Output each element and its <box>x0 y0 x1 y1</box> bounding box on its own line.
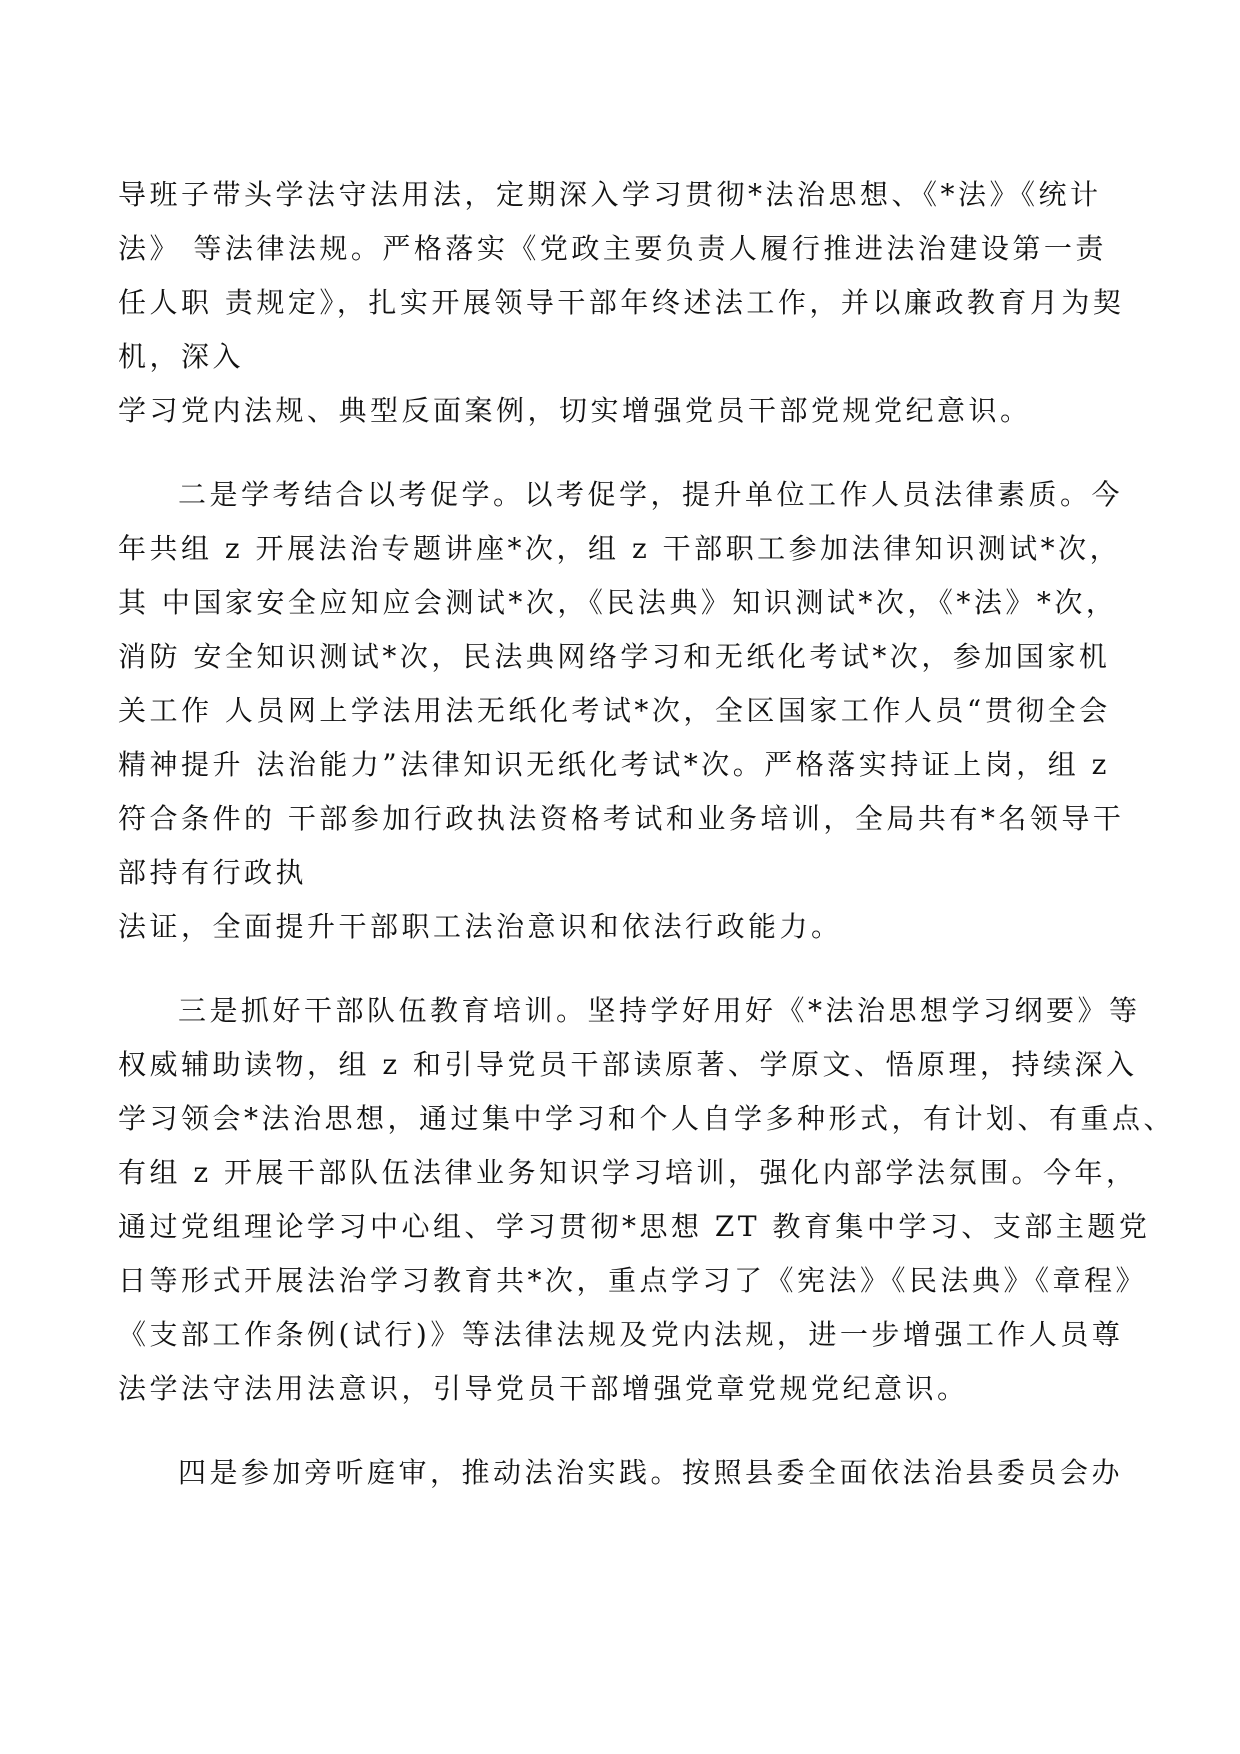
text-line: 通过党组理论学习中心组、学习贯彻*思想 ZT 教育集中学习、支部主题党 <box>118 1210 1151 1243</box>
text-line: 任人职 责规定》，扎实开展领导干部年终述法工作，并以廉政教育月为契 <box>118 286 1125 319</box>
text-line: 其 中国家安全应知应会测试*次，《民法典》知识测试*次，《*法》*次， <box>118 586 1118 619</box>
paragraph-1 <box>118 168 1128 438</box>
text-line: 关工作 人员网上学法用法无纸化考试*次，全区国家工作人员“贯彻全会 <box>118 694 1111 727</box>
text-line: 四是参加旁听庭审，推动法治实践。按照县委全面依法治县委员会办 <box>178 1456 1124 1489</box>
text-line: 三是抓好干部队伍教育培训。坚持学好用好《*法治思想学习纲要》等 <box>178 994 1141 1027</box>
text-line: 机，深入 <box>118 340 245 373</box>
text-line: 学习党内法规、典型反面案例，切实增强党员干部党规党纪意识。 <box>118 394 1032 427</box>
paragraph-4 <box>118 1446 1128 1500</box>
text-line: 法证，全面提升干部职工法治意识和依法行政能力。 <box>118 910 843 943</box>
text-line: 《支部工作条例(试行)》等法律法规及党内法规，进一步增强工作人员尊 <box>118 1318 1124 1351</box>
text-line: 有组 z 开展干部队伍法律业务知识学习培训，强化内部学法氛围。今年， <box>118 1156 1138 1189</box>
text-line: 精神提升 法治能力”法律知识无纸化考试*次。严格落实持证上岗，组 z <box>118 748 1110 781</box>
text-line: 部持有行政执 <box>118 856 308 889</box>
text-line: 日等形式开展法治学习教育共*次，重点学习了《宪法》《民法典》《章程》 <box>118 1264 1148 1297</box>
text-line: 符合条件的 干部参加行政执法资格考试和业务培训，全局共有*名领导干 <box>118 802 1125 835</box>
paragraph-2 <box>118 468 1128 954</box>
text-line: 二是学考结合以考促学。以考促学，提升单位工作人员法律素质。今 <box>178 478 1124 511</box>
text-line: 法学法守法用法意识，引导党员干部增强党章党规党纪意识。 <box>118 1372 969 1405</box>
text-line: 导班子带头学法守法用法，定期深入学习贯彻*法治思想、《*法》《统计 <box>118 178 1102 211</box>
paragraph-3 <box>118 984 1176 1416</box>
text-line: 年共组 z 开展法治专题讲座*次，组 z 干部职工参加法律知识测试*次， <box>118 532 1122 565</box>
text-line: 法》 等法律法规。严格落实《党政主要负责人履行推进法治建设第一责 <box>118 232 1107 265</box>
text-line: 消防 安全知识测试*次，民法典网络学习和无纸化考试*次，参加国家机 <box>118 640 1111 673</box>
body-text <box>118 168 1176 1500</box>
text-line: 学习领会*法治思想，通过集中学习和个人自学多种形式，有计划、有重点、 <box>118 1102 1176 1135</box>
text-line: 权威辅助读物，组 z 和引导党员干部读原著、学原文、悟原理，持续深入 <box>118 1048 1138 1081</box>
